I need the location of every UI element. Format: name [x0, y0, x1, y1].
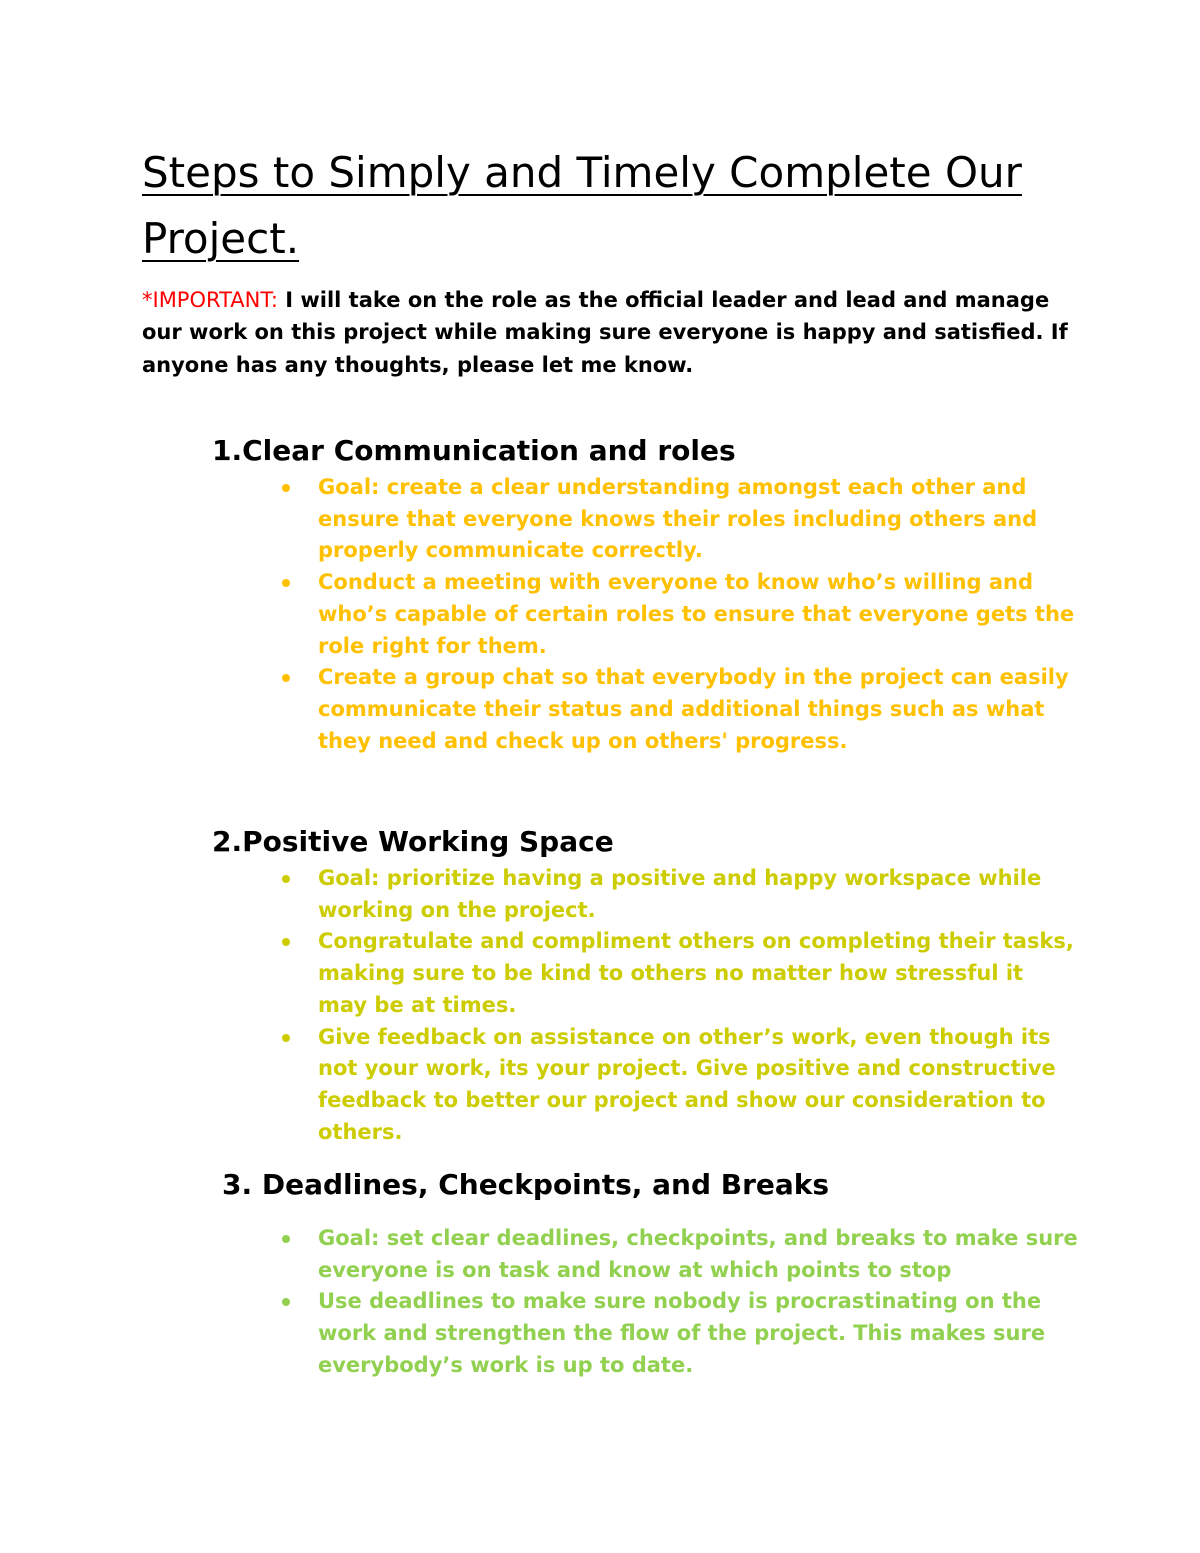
section-1-heading: 1.Clear Communication and roles — [212, 434, 736, 467]
bullet-text: Goal: create a clear understanding amongst each other and ensure that everyone knows their roles including others and properly communicate correctly. — [318, 475, 1038, 563]
bullet-text: Goal: set clear deadlines, checkpoints, and breaks to make sure everyone is on task and know at which points to stop — [318, 1226, 1078, 1282]
bullet-icon — [282, 1298, 290, 1306]
bullet-text: Conduct a meeting with everyone to know who’s willing and who’s capable of certain roles to ensure that everyone gets the role right for them. — [318, 570, 1075, 658]
list-item — [318, 863, 1078, 926]
intro-text: I will take on the role as the official leader and lead and manage our work on this project while making sure everyone is happy and satisfied. If anyone has any thoughts, please let me know. — [142, 288, 1068, 377]
bullet-text: Goal: prioritize having a positive and happy workspace while working on the project. — [318, 866, 1042, 922]
bullet-text: Create a group chat so that everybody in the project can easily communicate their status and additional things such as what they need and check up on others' progress. — [318, 665, 1069, 753]
bullet-icon — [282, 938, 290, 946]
list-item — [318, 1286, 1078, 1381]
bullet-text: Use deadlines to make sure nobody is procrastinating on the work and strengthen the flow of the project. This makes sure everybody’s work is up to date. — [318, 1289, 1046, 1377]
important-label: *IMPORTANT: — [142, 288, 278, 312]
list-item — [318, 662, 1078, 757]
bullet-icon — [282, 1034, 290, 1042]
bullet-icon — [282, 875, 290, 883]
bullet-text: Give feedback on assistance on other’s work, even though its not your work, its your project. Give positive and constructive feedback to better our project and show our consideration to others. — [318, 1024, 1056, 1144]
section-1-bullet-list — [318, 472, 1078, 757]
list-item — [318, 1022, 1078, 1149]
section-3-bullet-list — [318, 1223, 1078, 1382]
section-2-bullet-list — [318, 863, 1078, 1148]
section-2-heading: 2.Positive Working Space — [212, 825, 614, 858]
section-3-heading: 3. Deadlines, Checkpoints, and Breaks — [222, 1168, 830, 1201]
document-title: Steps to Simply and Timely Complete Our Project. — [142, 148, 1022, 263]
bullet-icon — [282, 579, 290, 587]
bullet-icon — [282, 674, 290, 682]
list-item — [318, 472, 1078, 567]
list-item — [318, 926, 1078, 1021]
intro-paragraph — [142, 284, 1072, 381]
bullet-text: Congratulate and compliment others on completing their tasks, making sure to be kind to others no matter how stressful it may be at times. — [318, 929, 1074, 1017]
bullet-icon — [282, 1235, 290, 1243]
list-item — [318, 1223, 1078, 1286]
list-item — [318, 567, 1078, 662]
bullet-icon — [282, 484, 290, 492]
